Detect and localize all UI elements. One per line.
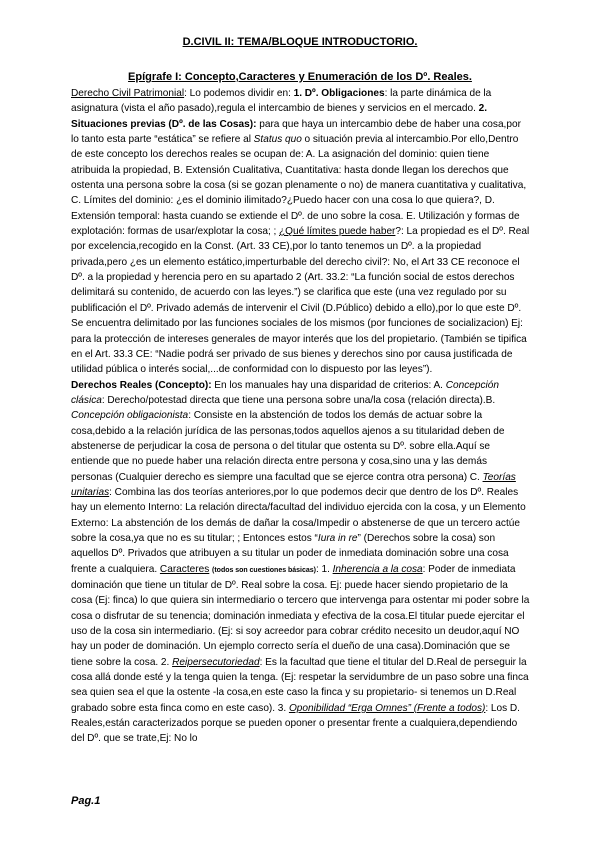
text-run: o situación previa al intercambio.Por ello,Dentro de este concepto los derechos reales se ocupan de: A. La asignación del dominio: quien tiene atribuida la propiedad, B. Extensión Cualitativa, Cuantitativa: hasta donde llegan los derechos que ostenta una persona sobre la cosa (si se gozan plenamente o no) de manera cuantitativa y cualitativa, C. Límites del dominio: ¿es el dominio ilimitado?¿Puedo hacer con una cosa lo que quiera?, D. Extensión temporal: hasta cuando se extiende el Dº. de uno sobre la cosa. E. Utilización y formas de explotación: formas de usar/explotar la cosa; ; [71, 134, 527, 238]
text-run: : Poder de inmediata dominación que tiene un titular de Dº. Real sobre la cosa. Ej: puede hacer siendo propietario de la cosa (Ej: finca) lo que quiera sin intermediario o tercero que intervenga para ostentar mi poder sobre la cosa o disfrutar de su tenencia; dominación inmediata y efectiva de la cosa.El titular puede ejercitar el uso de la cosa sin intermediario. (Ej: si soy acreedor para cobrar crédito necesito un deudor,aquí NO hay un poder de dominación. Un ejemplo correcto sería el dueño de una casa).Dominación que se tiene sobre la cosa. 2. [71, 563, 530, 668]
term-concepcion-obligacionista: Concepción obligacionista [71, 410, 189, 422]
text-run: : Consiste en la abstención de todos los demás de actuar sobre la cosa,debido a la relación jurídica de las personas,todos aquellos ajenos a su titularidad deben de abstenerse de perjudicar la cosa de persona o del titular que ostenta su Dº. sobre ella.Aquí se entiende que no puede haber una relación directa entre persona y cosa,sino una y las demás personas (Cualquier derecho es siempre una facultad que se ejerce contra otra persona) C. [71, 410, 505, 483]
term-iura-in-re: Iura in re [317, 532, 358, 544]
text-run: ” (Derechos sobre la cosa) son aquellos Dº. Privados que atribuyen a su titular un poder de inmediata dominación sobre una cosa frente a cualquiera. [71, 532, 509, 575]
section-heading: Epígrafe I: Concepto,Caracteres y Enumeración de los Dº. Reales. [128, 71, 472, 83]
text-run: : Lo podemos dividir en: [184, 88, 294, 99]
text-run: En los manuales hay una disparidad de criterios: A. [211, 379, 446, 391]
term-inherencia: Inherencia a la cosa [332, 563, 423, 575]
term-derecho-civil-patrimonial: Derecho Civil Patrimonial [71, 88, 185, 99]
text-run: : Es la facultad que tiene el titular del D.Real de perseguir la cosa allá donde esté y la tenga quien la tenga. (Ej: respetar la servidumbre de un paso sobre una finca sea quien sea el que la ostente -la cosa,en este caso la finca y su propietario- si tenemos un D.Real grabado sobre esta finca como en este caso). 3. [71, 656, 529, 714]
term-caracteres: Caracteres [159, 563, 210, 575]
term-derechos-reales-concepto: Derechos Reales (Concepto): [71, 379, 212, 391]
term-reipersecutoriedad: Reipersecutoriedad [172, 656, 260, 668]
text-run: : Derecho/potestad directa que tiene una persona sobre una/la cosa (relación directa).B. [101, 394, 496, 406]
text-run: : 1. [315, 563, 333, 575]
body-paragraph [71, 86, 530, 747]
term-teorias-unitarias: Teorías unitarias [71, 471, 516, 498]
note-cuestiones-basicas: (todos son cuestiones básicas) [212, 566, 316, 574]
text-run: para que haya un intercambio debe de haber una cosa,por lo tanto esta parte “estática” se refiere al [71, 118, 521, 146]
page-number: Pag.1 [71, 795, 101, 807]
term-status-quo: Status quo [253, 134, 302, 146]
text-run: : la parte dinámica de la asignatura (vista el año pasado),regula el intercambio de bienes y servicios en el mercado. [71, 88, 492, 115]
text-run: : Combina las dos teorías anteriores,por lo que podemos decir que dentro de los Dº. Reales hay un elemento Interno: La relación directa/facultad del individuo ejercida con la cosa, y un Elemento Externo: La abstención de los demás de dañar la cosa/Impedir o abstenerse de que un tercero actúe sobre la cosa,ya que no es su titular; ; Entonces estos “ [71, 486, 526, 544]
term-limites: ¿Qué límites puede haber [279, 226, 396, 238]
term-situaciones-previas: 2. Situaciones previas (Dº. de las Cosas): [71, 103, 488, 130]
term-obligaciones: 1. Dº. Obligaciones [293, 88, 385, 99]
term-oponibilidad: Oponibilidad “Erga Omnes” (Frente a todos) [288, 702, 486, 714]
text-run: ?: La propiedad es el Dº. Real por excelencia,recogido en la Const. (Art. 33 CE),por lo tanto tenemos un Dº. a la propiedad privada,pero ¿es un elemento estático,imperturbable del derecho civil?: No, el Art 33 CE reconoce el Dº. a la propiedad y herencia pero en su apartado 2 (Art. 33.2: “La función social de estos derechos delimitará su contenido, de acuerdo con las leyes.”) se clarifica que este (una vez regulado por su publificación el Dº. Privado además de intervenir el Civil (D.Público) debido a ello),por lo que este Dº. Se encuentra delimitado por las funciones sociales de los mismos (por funciones de socializacion) Ej: para la protección de intereses generales de mayor interés que los del propietario. (También se tipifica en el Art. 33.3 CE: “Nadie podrá ser privado de sus bienes y derechos sino por causa justificada de utilidad pública o interés social,...de conformidad con lo dispuesto por las leyes”). [71, 226, 530, 376]
document-title: D.CIVIL II: TEMA/BLOQUE INTRODUCTORIO. [182, 36, 418, 48]
text-run: : Los D. Reales,están caracterizados porque se pueden oponer o presentar frente a cualquiera,dependiendo del Dº. que se trate,Ej: No lo [71, 702, 520, 745]
term-concepcion-clasica: Concepción clásica [71, 379, 499, 406]
